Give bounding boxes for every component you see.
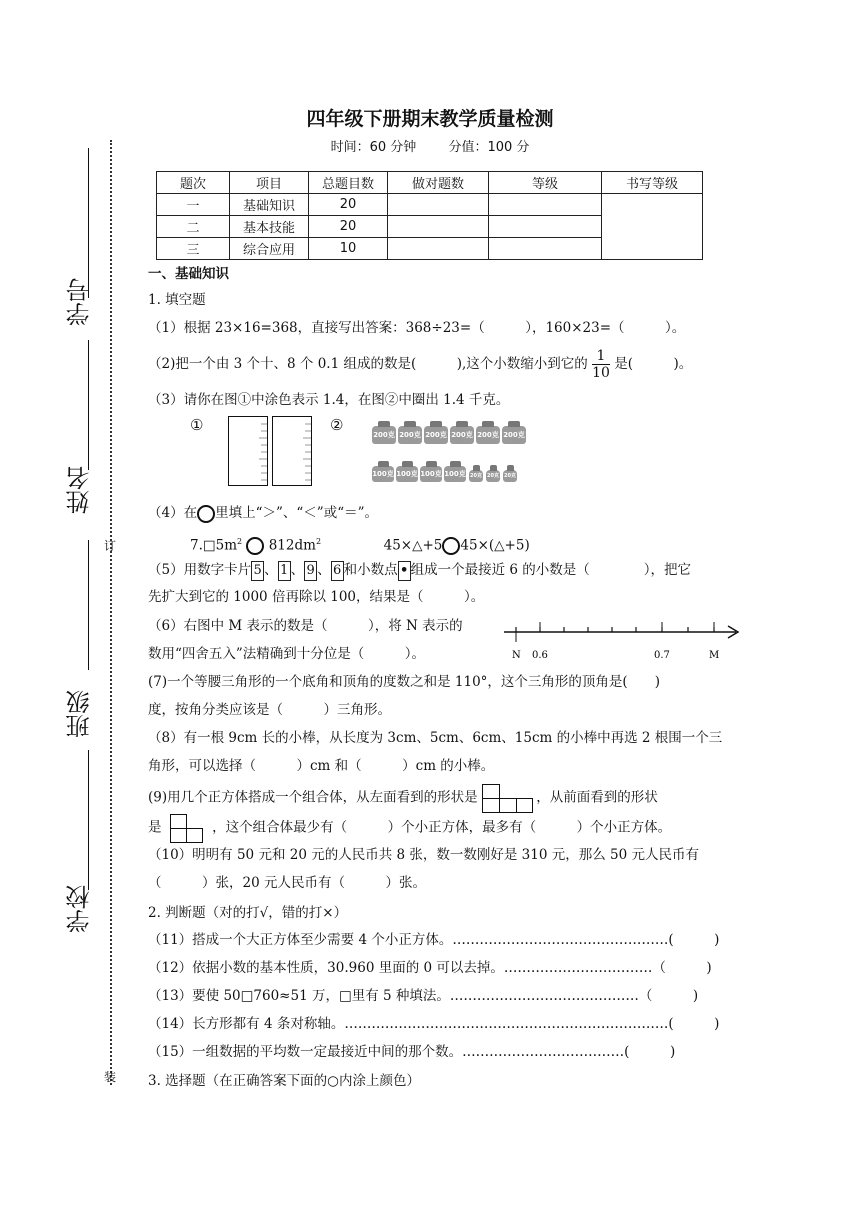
weight-200g[interactable]: 200克	[502, 426, 526, 444]
digit-card[interactable]: 6	[331, 561, 344, 581]
weight-200g[interactable]: 200克	[476, 426, 500, 444]
figure-1-ruler[interactable]	[228, 416, 268, 486]
question-4-text: （4）在	[148, 505, 198, 521]
table-cell: 20	[309, 194, 388, 216]
figure-1-label: ①	[190, 416, 204, 434]
judge-item-13[interactable]: （13）要使 50□760≈51 万，□里有 5 种填法。……………………………………（ )	[148, 988, 699, 1004]
table-cell: 综合应用	[230, 238, 309, 260]
table-header-row	[157, 172, 703, 194]
question-6: （6）右图中 M 表示的数是（ ），将 N 表示的	[148, 618, 463, 634]
expression-2-right: 45×(△+5)	[460, 537, 530, 554]
cube-square	[170, 814, 187, 829]
time-label: 时间：60 分钟	[330, 140, 417, 155]
question-4	[148, 503, 378, 523]
number-line-label: N	[512, 650, 521, 661]
left-view-shape	[482, 784, 532, 812]
table-header: 书写等级	[602, 172, 703, 194]
grade-cell[interactable]	[489, 194, 602, 216]
ruler-ticks	[229, 417, 267, 485]
table-cell: 基础知识	[230, 194, 309, 216]
class-label: 班级	[66, 690, 94, 738]
question-8: （8）有一根 9cm 长的小棒，从长度为 3cm、5cm、6cm、15cm 的小棒中再选 2 根围一个三	[148, 730, 723, 746]
decimal-point-card[interactable]: •	[398, 561, 411, 581]
expression-2-left: 45×△+5	[383, 537, 443, 554]
cube-square	[186, 828, 203, 843]
table-cell: 20	[309, 216, 388, 238]
question-10-line2: （ ）张，20 元人民币有（ ）张。	[148, 875, 426, 891]
table-cell: 10	[309, 238, 388, 260]
question-9-shi: 是	[148, 819, 162, 836]
student-id-field[interactable]	[88, 148, 89, 298]
expression-1-left: 7.□5m	[190, 537, 238, 554]
table-header: 等级	[489, 172, 602, 194]
question-5-tail: 组成一个最接近 6 的小数是（ ），把它	[410, 562, 692, 578]
table-cell: 二	[157, 216, 230, 238]
figure-2-label: ②	[330, 416, 344, 434]
front-view-shape	[170, 814, 204, 842]
fill-heading: 1. 填空题	[148, 292, 206, 308]
table-header: 题次	[157, 172, 230, 194]
number-line	[500, 618, 745, 664]
judge-item-12[interactable]: （12）依据小数的基本性质，30.960 里面的 0 可以去掉。……………………………（ )	[148, 960, 712, 976]
cube-square	[482, 784, 500, 799]
digit-card[interactable]: 5	[251, 561, 264, 581]
weight-200g[interactable]: 200克	[398, 426, 422, 444]
table-cell: 三	[157, 238, 230, 260]
judge-item-15[interactable]: （15）一组数据的平均数一定最接近中间的那个数。………………………………( )	[148, 1044, 676, 1060]
binding-ding-mark: 订	[104, 539, 117, 553]
grade-cell[interactable]	[489, 238, 602, 260]
table-cell: 一	[157, 194, 230, 216]
question-4-tail: 里填上“＞”、“＜”或“＝”。	[215, 505, 379, 521]
number-line-label: 0.6	[532, 650, 548, 661]
weight-100g[interactable]: 100克	[420, 466, 442, 482]
grade-cell[interactable]	[489, 216, 602, 238]
binding-dotted-line	[110, 140, 112, 1085]
weight-200g[interactable]: 200克	[424, 426, 448, 444]
judge-item-14[interactable]: （14）长方形都有 4 条对称轴。………………………………………………………………( )	[148, 1016, 720, 1032]
question-9-tail: ，这个组合体最少有（ ）个小正方体，最多有（ ）个小正方体。	[212, 819, 672, 836]
table-cell: 基本技能	[230, 216, 309, 238]
correct-count-cell[interactable]	[388, 194, 489, 216]
weight-100g[interactable]: 100克	[396, 466, 418, 482]
question-5: （5）用数字卡片 5 、 1 、 9 、 6 和小数点 • 组成一个最接近 6 的小数是（ ），把它	[148, 560, 691, 581]
question-1: （1）根据 23×16=368，直接写出答案：368÷23=（ ），160×23=（ ）。	[148, 320, 686, 336]
question-5-text: （5）用数字卡片	[148, 562, 252, 578]
fraction-denominator: 10	[592, 365, 610, 381]
score-table	[156, 171, 703, 260]
question-2	[148, 346, 692, 382]
fraction-numerator: 1	[592, 348, 610, 365]
question-3: （3）请你在图①中涂色表示 1.4，在图②中圈出 1.4 千克。	[148, 392, 510, 408]
question-5-mid: 和小数点	[343, 562, 398, 578]
digit-card[interactable]: 9	[304, 561, 317, 581]
student-id-label: 学号	[66, 278, 94, 326]
class-field[interactable]	[88, 540, 89, 670]
cube-square	[516, 798, 533, 813]
judge-item-11[interactable]: （11）搭成一个大正方体至少需要 4 个小正方体。…………………………………………( )	[148, 932, 720, 948]
score-label: 分值：100 分	[448, 140, 530, 155]
judge-heading: 2. 判断题（对的打√，错的打×）	[148, 905, 348, 921]
expression-1-right: 812dm	[268, 537, 316, 554]
question-9-line2	[148, 814, 671, 842]
school-field[interactable]	[88, 750, 89, 890]
weight-20g[interactable]: 20克	[503, 470, 517, 482]
weights-figure	[372, 418, 532, 490]
cube-square	[170, 828, 187, 843]
square-exponent: 2	[237, 537, 243, 546]
name-field[interactable]	[88, 340, 89, 470]
table-row	[157, 194, 703, 216]
question-9	[148, 784, 658, 812]
question-5-line2: 先扩大到它的 1000 倍再除以 100，结果是（ ）。	[148, 589, 485, 605]
weight-100g[interactable]: 100克	[444, 466, 466, 482]
cube-square	[499, 798, 517, 813]
weight-200g[interactable]: 200克	[372, 426, 396, 444]
cube-square	[482, 798, 500, 813]
compare-circle[interactable]	[246, 537, 264, 555]
weight-200g[interactable]: 200克	[450, 426, 474, 444]
question-7-line2: 度，按角分类应该是（ ）三角形。	[148, 702, 391, 718]
question-9-mid: ，从前面看到的形状	[536, 789, 658, 806]
question-4-expressions	[190, 532, 530, 556]
question-7: (7)一个等腰三角形的一个底角和顶角的度数之和是 110°，这个三角形的顶角是( )	[148, 674, 660, 690]
question-10: （10）明明有 50 元和 20 元的人民币共 8 张，数一数刚好是 310 元，那么 50 元人民币有	[148, 847, 699, 863]
question-6-line2: 数用“四舍五入”法精确到十分位是（ ）。	[148, 646, 426, 662]
question-8-line2: 角形，可以选择（ ）cm 和（ ）cm 的小棒。	[148, 758, 495, 774]
question-2-text: （2)把一个由 3 个十、8 个 0.1 组成的数是( ),这个小数缩小到它的	[148, 356, 588, 372]
compare-circle[interactable]	[442, 537, 460, 555]
school-label: 学校	[66, 885, 94, 933]
exam-info	[0, 136, 860, 155]
name-label: 姓名	[66, 466, 94, 514]
weight-20g[interactable]: 20克	[469, 470, 483, 482]
correct-count-cell[interactable]	[388, 238, 489, 260]
binding-zhuang-mark: 装	[104, 1070, 117, 1084]
weight-100g[interactable]: 100克	[372, 466, 394, 482]
page-title: 四年级下册期末教学质量检测	[306, 108, 554, 130]
square-exponent: 2	[315, 537, 322, 546]
table-header: 做对题数	[388, 172, 489, 194]
number-line-label: M	[709, 650, 720, 661]
fraction	[592, 348, 610, 381]
table-header: 总题目数	[309, 172, 388, 194]
ruler-ticks	[273, 417, 311, 485]
digit-card[interactable]: 1	[278, 561, 291, 581]
circle-icon	[197, 505, 215, 523]
table-header: 项目	[230, 172, 309, 194]
question-2-tail: 是( )。	[614, 356, 693, 372]
number-line-label: 0.7	[654, 650, 670, 661]
section-heading: 一、基础知识	[148, 266, 229, 282]
correct-count-cell[interactable]	[388, 216, 489, 238]
weight-20g[interactable]: 20克	[486, 470, 500, 482]
writing-grade-cell[interactable]	[602, 194, 703, 260]
question-9-text: (9)用几个正方体搭成一个组合体，从左面看到的形状是	[148, 789, 478, 806]
figure-1-ruler[interactable]	[272, 416, 312, 486]
choice-heading: 3. 选择题（在正确答案下面的○内涂上颜色）	[148, 1073, 420, 1089]
